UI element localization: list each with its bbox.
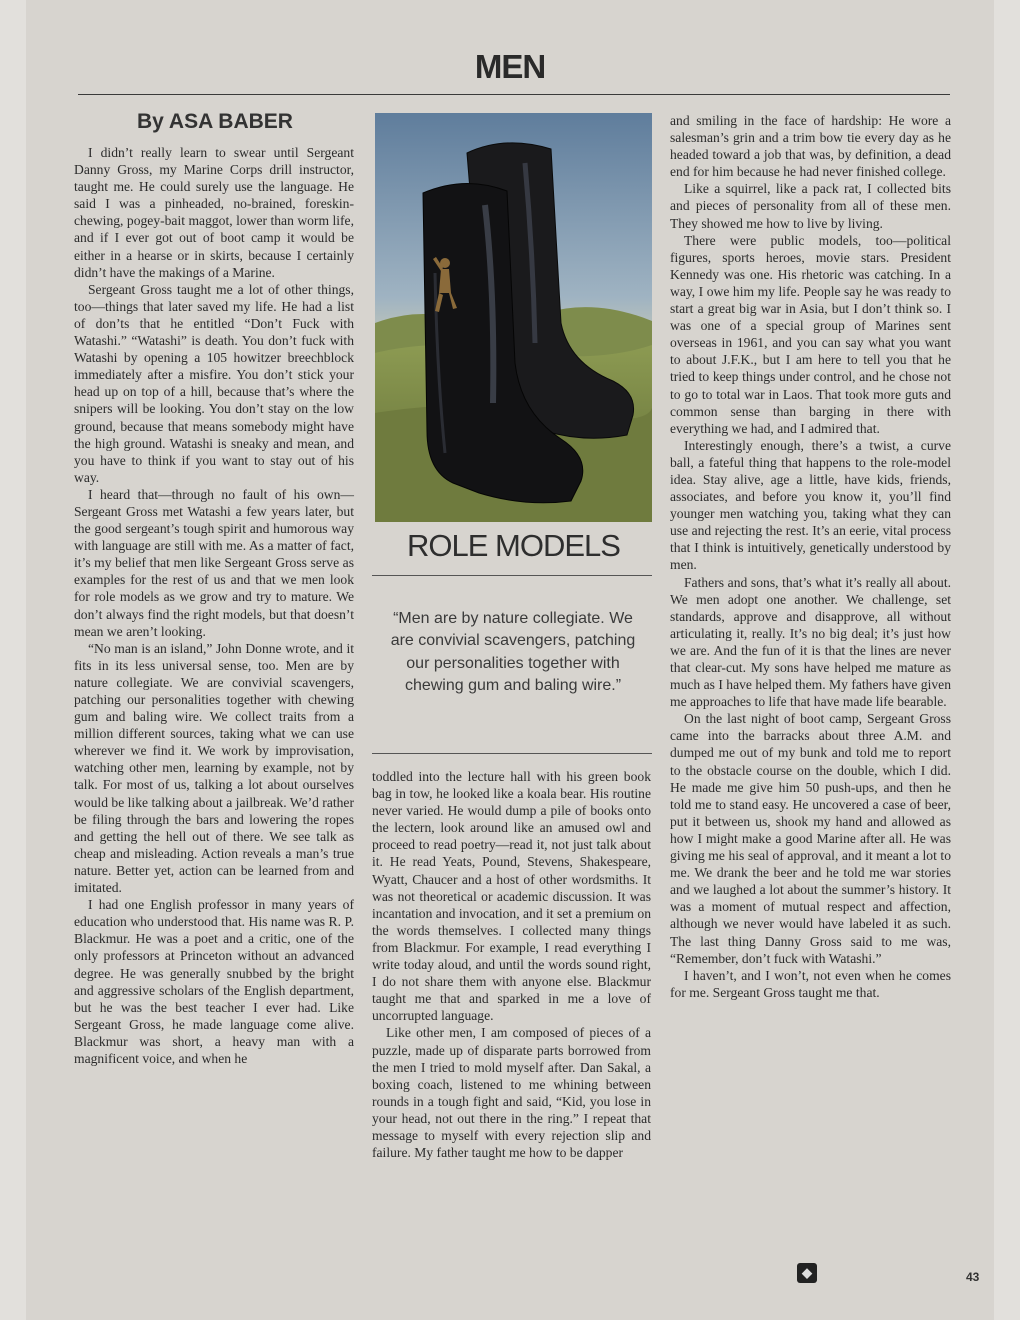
pullquote: “Men are by nature collegiate. We are convivial scavengers, patching our personalities together with chewing gum and baling wire.” (390, 610, 636, 695)
paragraph: Fathers and sons, that’s what it’s really all about. We men adopt one another. We challenge, set standards, approve and disapprove, all without articulating it, really. It’s no big deal; it’s just how we are. And the fun of it is that the lines are never that clear-cut. My sons have helped me mature as much as I have helped them. My fathers have given me approaches to life that have made life bearable. (670, 574, 951, 710)
paragraph: Sergeant Gross taught me a lot of other things, too—things that later saved my life. He had a list of don’ts that he entitled “Don’t Fuck with Watashi.” “Watashi” is death. You don’t fuck with Watashi by opening a 105 howitzer breechblock immediately after a misfire. You don’t stick your head up on top of a hill, because that’s where the snipers will be looking. You don’t stay on the low ground, because that means somebody might have the high ground. Watashi is sneaky and mean, and you have to think if you want to stay out of his way. (74, 281, 354, 485)
byline: By ASA BABER (137, 110, 293, 133)
rabbit-logo-icon: ◆ (797, 1263, 817, 1283)
article-column-1 (74, 144, 354, 1067)
paragraph: On the last night of boot camp, Sergeant Gross came into the barracks about three A.M. and dumped me out of my bunk and told me to report to the obstacle course on the double, which I did. He made me give him 50 push-ups, and then he told me to stand easy. He uncovered a case of beer, put it between us, shook my hand and allowed as how I might make a good Marine after all. He was giving me his seal of approval, and it meant a lot to me. We drank the beer and he told me war stories and we laughed a lot about the summer’s history. It was a moment of mutual respect and affection, although we never would have labeled it as such. The last thing Danny Gross said to me was, “Remember, don’t fuck with Watashi.” (670, 711, 951, 966)
paragraph: toddled into the lecture hall with his green book bag in tow, he looked like a koala bear. His routine never varied. He would dump a pile of books onto the lectern, look around like an amused owl and proceed to read poetry—read it, not just talk about it. He read Yeats, Pound, Stevens, Shakespeare, Wyatt, Chaucer and a host of other wordsmiths. It was not theoretical or academic discussion. It was incantation and invocation, and it set a premium on the words themselves. I collected many things from Blackmur. For example, I read everything I write today aloud, and until the words sound right, I do not share them with anyone else. Blackmur taught me that and sparked in me a love of uncorrupted language. (372, 769, 651, 1024)
header-rule (78, 94, 950, 95)
paragraph: Like a squirrel, like a pack rat, I collected bits and pieces of personality from all of these men. They showed me how to live by living. (670, 181, 951, 231)
paragraph: I didn’t really learn to swear until Sergeant Danny Gross, my Marine Corps drill instructor, taught me. He could surely use the language. He said I was a pinheaded, no-brained, foreskin-chewing, pogey-bait maggot, lower than worm life, and if I ever got out of boot camp it would be either in a hearse or in skirts, because I certainly didn’t have the makings of a Marine. (74, 145, 354, 280)
pullquote-bottom-rule (372, 753, 652, 754)
paragraph: I haven’t, and I won’t, not even when he comes for me. Sergeant Gross taught me that. (670, 967, 951, 1000)
page-number: 43 (966, 1270, 980, 1284)
paragraph: Like other men, I am composed of pieces of a puzzle, made up of disparate parts borrowed from the men I tried to mold myself after. Dan Sakal, a boxing coach, listened to me whining between rounds in a tough fight and said, “Kid, you lose in your head, not out there in the ring.” I repeat that message to myself with every rejection slip and failure. My father taught me how to be dapper (372, 1025, 651, 1161)
paragraph: and smiling in the face of hardship: He wore a salesman’s grin and a trim bow tie every day as he headed toward a job that was, by definition, a dead end for him because he had never finished college. (670, 113, 951, 180)
paragraph: Interestingly enough, there’s a twist, a curve ball, a fateful thing that happens to the role-model idea. Stay alive, age a little, have kids, friends, associates, and before you know it, you’ll find younger men watching you, taking what they can use and rejecting the rest. It’s an eerie, vital process that I think is intuitively, genetically understood by men. (670, 437, 951, 573)
paragraph: There were public models, too—political figures, sports heroes, movie stars. President Kennedy was one. His rhetoric was catching. In a way, I owe him my life. People say he was ready to start a great big war in Asia, but I don’t think so. I was one of a special group of Marines sent overseas in 1961, and you can say what you want to about J.F.K., but I am here to tell you that he tried to keep things under control, and he chose not to go to total war in Laos. That took more guts and common sense than barging in there with everything we had, and I admired that. (670, 232, 951, 436)
section-title: MEN (474, 48, 546, 85)
boots-illustration (375, 113, 652, 522)
headline: ROLE MODELS (407, 528, 620, 563)
paragraph: I had one English professor in many years of education who understood that. His name was R. P. Blackmur. He was a poet and a critic, one of the only professors at Princeton without an advanced degree. He was generally snubbed by the bright and aggressive scholars of the English department, but he was the best teacher I ever had. Like Sergeant Gross, he made language come alive. Blackmur was short, a heavy man with a magnificent voice, and when he (74, 897, 354, 1066)
article-column-3 (670, 112, 951, 1001)
paragraph: I heard that—through no fault of his own—Sergeant Gross met Watashi a few years later, but the good sergeant’s tough spirit and humorous way with language are still with me. As a matter of fact, it’s my belief that men like Sergeant Gross serve as examples for the rest of us and that we men look for role models as we grow and try to mature. We don’t always find the right models, but that doesn’t mean we aren’t looking. (74, 486, 354, 639)
paragraph: “No man is an island,” John Donne wrote, and it fits in its less universal sense, too. Men are by nature collegiate. We are convivial scavengers, patching our personalities together with chewing gum and baling wire. We collect traits from a million different sources, taking what we can use wherever we find it. We work by improvisation, watching other men, learning by example, not by talk. For most of us, talking a lot about ourselves would be like talking about a jailbreak. We’d rather be filing through the bars and lowering the ropes and getting the hell out of there. We see talk as cheap and misleading. Action reveals a man’s true nature. Better yet, action can be learned from and imitated. (74, 640, 354, 896)
pullquote-top-rule (372, 575, 652, 576)
article-column-2 (372, 768, 651, 1161)
